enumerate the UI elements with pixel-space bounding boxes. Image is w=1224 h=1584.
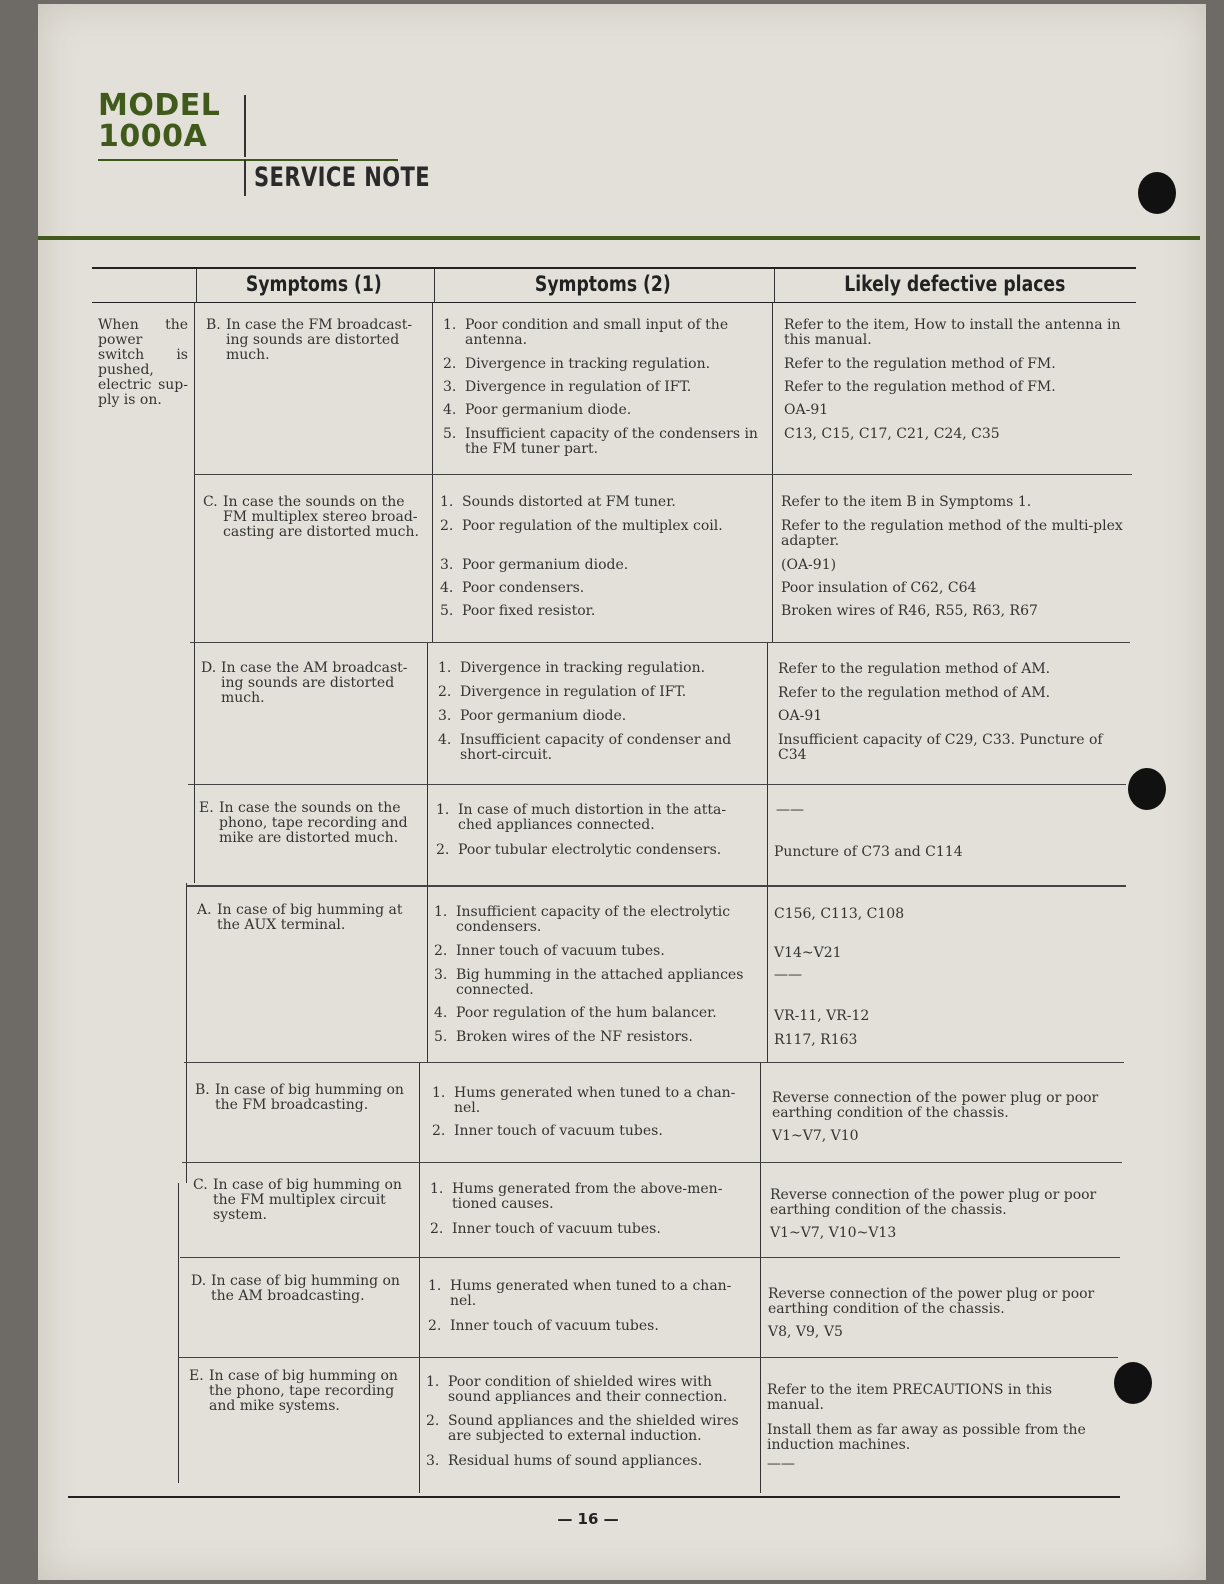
defective-place: (OA-91) [781, 557, 837, 573]
defective-place: V14~V21 [774, 945, 842, 961]
service-manual-page [38, 4, 1206, 1580]
header-rule [98, 159, 398, 161]
defective-place: C13, C15, C17, C21, C24, C35 [784, 426, 1000, 442]
defective-place: OA-91 [778, 708, 823, 724]
condition-text: When the power switch is pushed, electric sup-ply is on. [98, 317, 188, 408]
defective-place: C156, C113, C108 [774, 906, 905, 922]
column-divider [186, 883, 187, 1183]
defective-place: V1~V7, V10~V13 [770, 1225, 897, 1241]
column-divider [760, 1063, 761, 1493]
table-header-rule [92, 302, 1136, 303]
binder-hole [1138, 172, 1176, 214]
header-green-rule [38, 236, 1200, 240]
row-divider [190, 642, 1130, 643]
defective-place: Puncture of C73 and C114 [774, 844, 963, 860]
row-divider [180, 1257, 1120, 1258]
row-divider [178, 1357, 1118, 1358]
defective-place: Refer to the item B in Symptoms 1. [781, 494, 1032, 510]
column-divider [767, 643, 768, 1063]
defective-place: Poor insulation of C62, C64 [781, 580, 977, 596]
defective-place: Reverse connection of the power plug or poor earthing condition of the chassis. [772, 1090, 1099, 1121]
service-note-title: SERVICE NOTE [254, 162, 431, 193]
defective-place: V8, V9, V5 [768, 1324, 843, 1340]
column-divider [178, 1183, 179, 1483]
defective-place: OA-91 [784, 402, 829, 418]
page-number: — 16 — [557, 1510, 619, 1528]
column-divider [774, 269, 775, 303]
row-divider [188, 784, 1126, 785]
defective-place: Refer to the regulation method of AM. [778, 685, 1051, 701]
binder-hole [1114, 1362, 1152, 1404]
defective-place: Refer to the item PRECAUTIONS in this manual. [767, 1382, 1053, 1413]
defective-place: Refer to the regulation method of the multi-plex adapter. [781, 518, 1123, 549]
column-divider [772, 303, 773, 643]
defective-place: Install them as far away as possible from the induction machines. [767, 1422, 1086, 1453]
row-divider [182, 1162, 1122, 1163]
defective-place: Refer to the regulation method of FM. [784, 379, 1056, 395]
column-divider [194, 303, 195, 883]
column-divider [432, 303, 433, 643]
defective-place: Insufficient capacity of C29, C33. Puncture of C34 [778, 732, 1103, 763]
column-header-symptoms1: Symptoms (1) [246, 272, 382, 296]
table-top-rule [92, 267, 1136, 269]
defective-place: VR-11, VR-12 [774, 1008, 870, 1024]
binder-hole [1128, 768, 1166, 810]
row-divider [194, 474, 1132, 475]
defective-place: —— [767, 1456, 795, 1472]
defective-place: Refer to the regulation method of AM. [778, 661, 1051, 677]
defective-place: V1~V7, V10 [772, 1128, 859, 1144]
defective-place: Reverse connection of the power plug or poor earthing condition of the chassis. [770, 1187, 1097, 1218]
column-divider [427, 643, 428, 1063]
header-divider [244, 160, 246, 196]
row-divider [184, 1062, 1124, 1063]
defective-place: —— [774, 967, 802, 983]
column-divider [434, 269, 435, 303]
header-divider [244, 95, 246, 157]
table-bottom-rule [68, 1496, 1120, 1498]
row-divider [186, 885, 1126, 887]
defective-place: R117, R163 [774, 1032, 858, 1048]
defective-place: Refer to the regulation method of FM. [784, 356, 1056, 372]
defective-place: Reverse connection of the power plug or poor earthing condition of the chassis. [768, 1286, 1095, 1317]
model-line-1: MODEL [98, 88, 221, 123]
defective-place: Refer to the item, How to install the antenna in this manual. [784, 317, 1121, 348]
column-header-symptoms2: Symptoms (2) [535, 272, 671, 296]
defective-place: Broken wires of R46, R55, R63, R67 [781, 603, 1038, 619]
model-title [98, 90, 220, 152]
defective-place: —— [776, 802, 804, 818]
model-line-2: 1000A [98, 119, 208, 154]
column-header-defective: Likely defective places [844, 272, 1066, 296]
column-divider [419, 1063, 420, 1493]
column-divider [196, 269, 197, 303]
